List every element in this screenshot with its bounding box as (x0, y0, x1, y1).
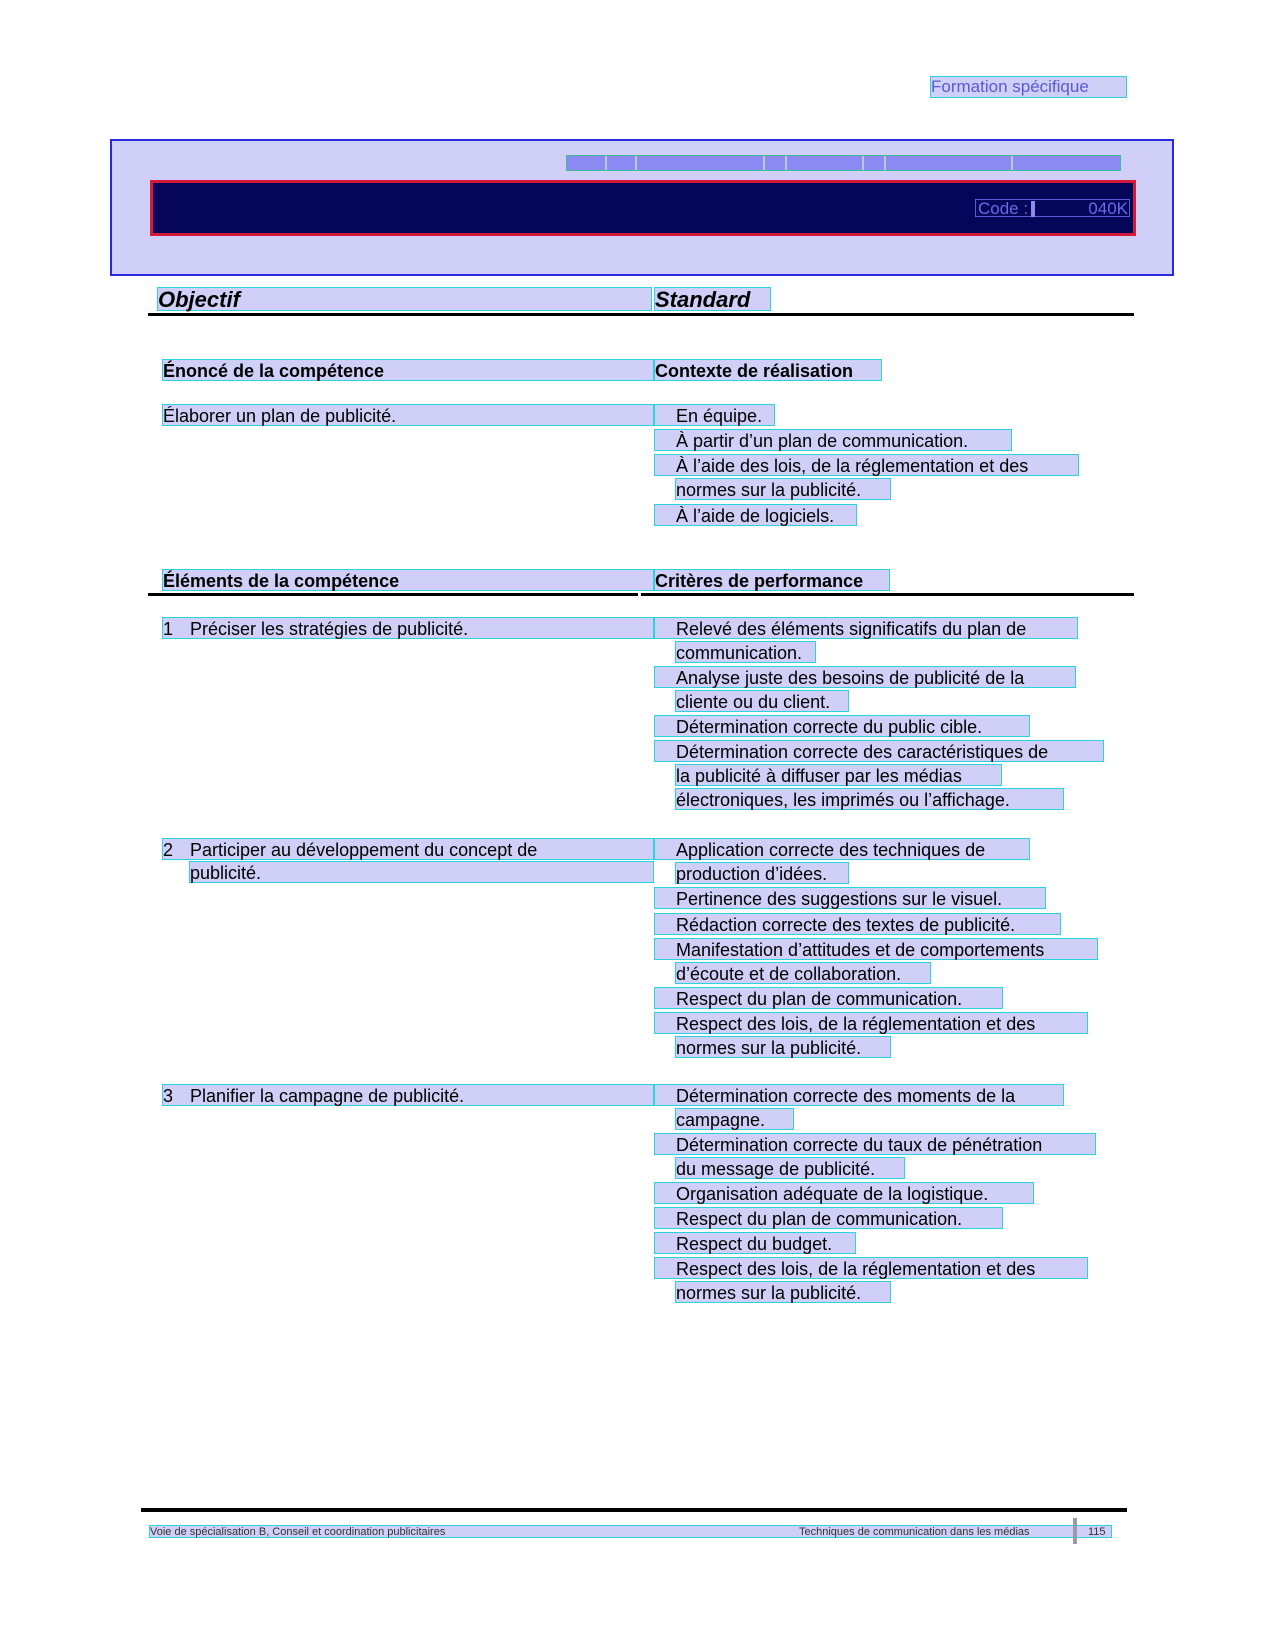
criterion: Respect du plan de communication. (654, 1207, 1003, 1229)
context-list (654, 404, 1094, 528)
footer-rule (141, 1508, 1127, 1512)
criterion: Détermination correcte du taux de pénétration (654, 1133, 1096, 1155)
competency-code (975, 199, 1130, 217)
criterion: Analyse juste des besoins de publicité de la (654, 666, 1076, 688)
criterion: Détermination correcte des moments de la (654, 1084, 1064, 1106)
standard-column-title: Standard (654, 287, 771, 311)
criterion-continuation: la publicité à diffuser par les médias (675, 764, 1002, 786)
criteria-heading: Critères de performance (654, 569, 890, 591)
criterion: Respect du budget. (654, 1232, 856, 1254)
document-section-label: Formation spécifique (930, 76, 1127, 98)
objective-column-title: Objectif (157, 287, 652, 311)
context-item: En équipe. (654, 404, 775, 426)
criterion-continuation: campagne. (675, 1108, 794, 1130)
context-item: À partir d’un plan de communication. (654, 429, 1012, 451)
context-item: À l’aide de logiciels. (654, 504, 857, 526)
page-number: 115 (1088, 1526, 1106, 1538)
criterion: Respect du plan de communication. (654, 987, 1003, 1009)
element-2-continuation: publicité. (189, 861, 654, 883)
criterion-continuation: du message de publicité. (675, 1157, 905, 1179)
statement-heading: Énoncé de la compétence (162, 359, 654, 381)
element-2: 2 Participer au développement du concept de (162, 838, 654, 860)
criterion: Application correcte des techniques de (654, 838, 1030, 860)
criterion: Relevé des éléments significatifs du plan de (654, 617, 1078, 639)
footer-title: Techniques de communication dans les médias (799, 1526, 1030, 1538)
criterion: Pertinence des suggestions sur le visuel. (654, 887, 1046, 909)
footer-page-divider (1073, 1518, 1077, 1544)
criteria-list-2 (654, 838, 1104, 1058)
criterion: Respect des lois, de la réglementation et des (654, 1012, 1088, 1034)
criteria-list-1 (654, 617, 1104, 817)
code-value: 040K (1088, 199, 1128, 218)
column-title-rule (148, 313, 1134, 316)
context-item: À l’aide des lois, de la réglementation et des (654, 454, 1079, 476)
criterion-continuation: électroniques, les imprimés ou l’affichage. (675, 788, 1064, 810)
criterion: Manifestation d’attitudes et de comportements (654, 938, 1098, 960)
criterion: Détermination correcte du public cible. (654, 715, 1030, 737)
context-heading: Contexte de réalisation (654, 359, 882, 381)
title-bar (150, 180, 1136, 236)
footer (149, 1525, 1112, 1538)
criterion: Détermination correcte des caractéristiques de (654, 740, 1104, 762)
code-label: Code : (978, 199, 1029, 218)
elements-rule-right (641, 593, 1134, 596)
element-3: 3 Planifier la campagne de publicité. (162, 1084, 654, 1106)
criterion-continuation: d’écoute et de collaboration. (675, 962, 931, 984)
context-item-continuation: normes sur la publicité. (675, 478, 891, 500)
footer-program: Voie de spécialisation B, Conseil et coordination publicitaires (150, 1526, 446, 1538)
criterion-continuation: normes sur la publicité. (675, 1281, 891, 1303)
criterion: Rédaction correcte des textes de publicité. (654, 913, 1061, 935)
element-1: 1 Préciser les stratégies de publicité. (162, 617, 654, 639)
criterion: Organisation adéquate de la logistique. (654, 1182, 1034, 1204)
criteria-list-3 (654, 1084, 1104, 1304)
criterion-continuation: communication. (675, 641, 816, 663)
criterion-continuation: normes sur la publicité. (675, 1036, 891, 1058)
banner-strip (566, 155, 1121, 171)
elements-heading: Éléments de la compétence (162, 569, 654, 591)
criterion: Respect des lois, de la réglementation et des (654, 1257, 1088, 1279)
competency-statement: Élaborer un plan de publicité. (162, 404, 654, 426)
code-separator (1031, 201, 1035, 217)
criterion-continuation: cliente ou du client. (675, 690, 849, 712)
criterion-continuation: production d’idées. (675, 862, 849, 884)
elements-rule-left (148, 593, 638, 596)
